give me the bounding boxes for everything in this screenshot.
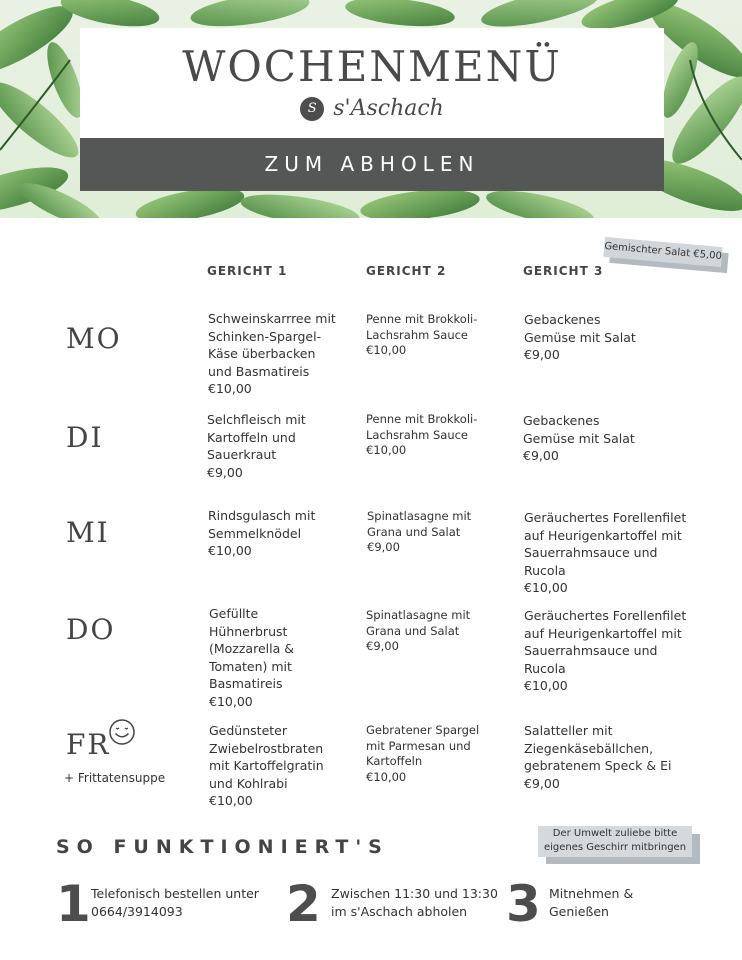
day-label-fr: FR [66,728,111,761]
menu-cell-mo-g3: Gebackenes Gemüse mit Salat €9,00 [524,312,636,362]
subtitle-bar: ZUM ABHOLEN [80,138,664,191]
eco-note-text: Der Umwelt zuliebe bitte eigenes Geschirr mitbringen [538,826,692,857]
menu-cell-fr-g2: Gebratener Spargel mit Parmesan und Kartoffeln €10,00 [366,723,480,784]
fr-extra-soup: + Frittatensuppe [64,771,166,785]
column-header-2: GERICHT 2 [366,264,447,278]
menu-cell-mo-g1: Schweinskarrree mit Schinken-Spargel- Käse überbacken und Basmatireis €10,00 [208,311,336,396]
menu-cell-di-g2: Penne mit Brokkoli- Lachsrahm Sauce €10,00 [366,412,478,457]
menu-cell-mo-g2: Penne mit Brokkoli- Lachsrahm Sauce €10,00 [366,312,478,357]
brand-logo [80,96,664,126]
logo-icon: S [300,97,324,121]
step-number-3: 3 [506,875,541,933]
smiley-icon [108,718,136,746]
day-label-do: DO [66,613,116,646]
day-label-di: DI [66,421,104,454]
how-it-works-title: SO FUNKTIONIERT'S [56,836,389,858]
column-header-1: GERICHT 1 [207,264,288,278]
page-title: WOCHENMENÜ [182,42,562,91]
menu-cell-mi-g2: Spinatlasagne mit Grana und Salat €9,00 [367,509,472,554]
menu-cell-do-g2: Spinatlasagne mit Grana und Salat €9,00 [366,608,471,653]
menu-cell-fr-g3: Salatteller mit Ziegenkäsebällchen, gebratenem Speck & Ei €9,00 [524,723,672,791]
menu-cell-di-g1: Selchfleisch mit Kartoffeln und Sauerkraut €9,00 [207,412,306,480]
menu-cell-do-g3: Geräuchertes Forellenfilet auf Heurigenkartoffel mit Sauerrahmsauce und Rucola €10,00 [524,608,687,693]
column-header-3: GERICHT 3 [523,264,604,278]
menu-cell-di-g3: Gebackenes Gemüse mit Salat €9,00 [523,413,635,463]
step-text-1: Telefonisch bestellen unter 0664/3914093 [91,886,259,919]
menu-cell-mi-g1: Rindsgulasch mit Semmelknödel €10,00 [208,508,316,558]
day-label-mo: MO [66,322,122,355]
logo-text: s'Aschach [333,96,444,121]
day-label-mi: MI [66,516,110,549]
step-number-1: 1 [56,875,91,933]
eco-note [538,826,708,866]
step-text-3: Mitnehmen & Genießen [549,886,634,919]
menu-cell-fr-g1: Gedünsteter Zwiebelrostbraten mit Kartoffelgratin und Kohlrabi €10,00 [209,723,324,808]
menu-cell-do-g1: Gefüllte Hühnerbrust (Mozzarella & Tomaten) mit Basmatireis €10,00 [209,606,294,709]
salad-note-text: Gemischter Salat €5,00 [603,237,722,267]
title-card [80,28,664,138]
menu-cell-mi-g3: Geräuchertes Forellenfilet auf Heurigenkartoffel mit Sauerrahmsauce und Rucola €10,00 [524,510,687,595]
step-text-2: Zwischen 11:30 und 13:30 im s'Aschach abholen [331,886,498,919]
salad-note [604,236,724,272]
step-number-2: 2 [286,875,321,933]
